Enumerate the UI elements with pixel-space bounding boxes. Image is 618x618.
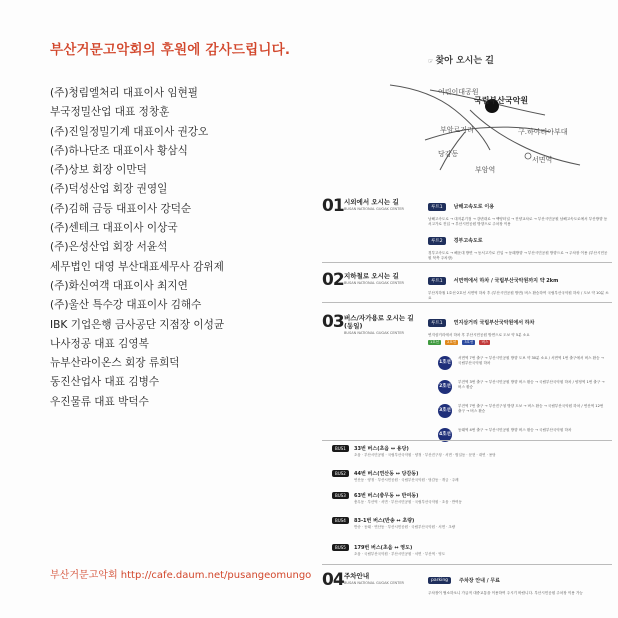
bus-stops: 연산동 · 양정 · 부산시민공원 · 국립부산국악원 · 당감동 · 개금 · 주례: [354, 478, 459, 482]
sponsor-item: (주)울산 특수강 대표이사 김해수: [50, 299, 202, 312]
sponsor-item: (주)하나단조 대표이사 황삼식: [50, 144, 188, 157]
sponsor-item: 나사정공 대표 김영복: [50, 337, 149, 350]
route-block: [428, 312, 610, 345]
sponsor-item: (주)화신여객 대표이사 최지연: [50, 279, 188, 292]
route-title: 연지삼거리 국립부산국악원에서 하차: [453, 320, 535, 326]
map-label: 국립부산국악원: [474, 96, 529, 105]
sponsor-item: (주)진일정밀기계 대표이사 권강오: [50, 125, 209, 138]
map-title: ☞ 찾아 오시는 길: [428, 56, 494, 66]
line-circle-icon: 2호선: [438, 380, 452, 394]
line-directions: 부전역 7번 출구 → 부산진구청 방향 도보 → 버스 환승 → 국립부산국악원 하차 / 연산역 12번 출구 → 버스 환승: [458, 404, 604, 413]
route-block: [428, 230, 610, 261]
map-label: 어린이대공원: [438, 88, 479, 96]
section-subtitle: BUSAN NATIONAL GUGAK CENTER: [344, 281, 404, 285]
section-number: 04: [322, 570, 344, 590]
sponsor-item: (주)센테크 대표이사 이상국: [50, 222, 178, 235]
divider: [322, 440, 612, 441]
line-badge: 2호선: [447, 340, 457, 345]
line-circle-icon: 3호선: [438, 404, 452, 418]
route-text: 부산지하철 1호선·2호선 서면역 하차 후 (부산시민공원 방면) 버스 환승하여 국립부산국악원 하차 / 도보 약 10분 소요: [428, 291, 609, 301]
section-title: 버스/자가용로 오시는 길 (동일): [344, 314, 414, 330]
line-directions: 부전역 3번 출구 → 부산시민공원 방향 버스 환승 → 국립부산국악원 하차 / 양정역 1번 출구 → 버스 환승: [458, 380, 605, 389]
map-pin-icon: ☞: [428, 58, 436, 65]
section-title: 시외에서 오시는 길: [344, 198, 399, 206]
sponsor-panel: [50, 38, 300, 412]
bus-stops: 초읍 · 부산시민공원 · 국립부산국악원 · 양정 · 부산진구청 · 서면 · 범일동 · 문현 · 대연 · 용당: [354, 453, 496, 457]
route-text: 남해고속도로 → 대저분기점 → 강변대로 → 백양터널 → 진양교차로 → 부산시민공원 남해고속도로에서 부산방향 동서고가로 진입 → 부산시민공원 방향으로 주차장 이용: [428, 217, 608, 227]
thanks-heading: 부산거문고악회의 후원에 감사드립니다.: [50, 42, 291, 58]
line-badge: 버스: [481, 340, 489, 345]
route-title: 서면역에서 하차 / 국립부산국악원까지 약 2km: [453, 278, 559, 284]
sponsor-item: 우진물류 대표 박덕수: [50, 395, 149, 408]
line-badge: 3호선: [464, 340, 474, 345]
bus-tag: BUS3: [332, 492, 349, 499]
bus-title: 179번 버스(초읍 ↔ 영도): [354, 545, 413, 551]
route-block: [428, 196, 610, 227]
section-number: 03: [322, 312, 344, 332]
map-label: 당감동: [438, 150, 459, 158]
route-tag: 루트1: [428, 319, 446, 327]
bus-stops: 초읍 · 국립부산국악원 · 부산시민공원 · 서면 · 부산역 · 영도: [354, 552, 446, 556]
route-text: 경부고속도로 → 해운대 방면 → 동서고가로 진입 → 동래방향 → 부산시민공원 방향으로 → 주차장 이용 (부산시민공원 북측 주차장): [428, 251, 608, 261]
bus-title: 83-1번 버스(반송 ↔ 초량): [354, 518, 415, 524]
sponsor-list: [50, 84, 300, 412]
bus-tag: BUS1: [332, 445, 349, 452]
bus-tag: BUS2: [332, 470, 349, 477]
section-title: 지하철로 오시는 길: [344, 272, 399, 280]
station-marker: [525, 153, 531, 159]
parking-tag: parking: [428, 577, 451, 584]
divider: [322, 302, 612, 303]
sponsor-item: IBK 기업은행 금사공단 지점장 이성균: [50, 318, 225, 331]
parking-text: 주차장이 협소하오니 가급적 대중교통을 이용하여 주시기 바랍니다. 부산시민공원 주차장 이용 가능: [428, 591, 583, 595]
map-label: 부암역: [475, 166, 496, 174]
section-title: 주차안내: [344, 572, 370, 580]
bus-stops: 충무동 · 부산역 · 서면 · 부산시민공원 · 국립부산국악원 · 초읍 · 반여동: [354, 500, 462, 504]
sponsor-item: (주)김해 금등 대표이사 강덕순: [50, 202, 192, 215]
bus-tag: BUS4: [332, 517, 349, 524]
section-subtitle: BUSAN NATIONAL GUGAK CENTER: [344, 331, 404, 335]
map-label: 구.하야리아부대: [518, 128, 568, 136]
bus-stops: 반송 · 동래 · 연산동 · 부산시민공원 · 국립부산국악원 · 서면 · 초량: [354, 525, 456, 529]
route-tag: 루트2: [428, 237, 446, 245]
bus-title: 44번 버스(연산동 ↔ 당감동): [354, 471, 419, 477]
map-label: 부암로거리: [440, 126, 474, 134]
route-tag: 루트1: [428, 203, 446, 211]
location-map: [370, 70, 600, 180]
line-badge: 1호선: [430, 340, 439, 345]
sponsor-item: (주)은성산업 회장 서윤석: [50, 241, 168, 254]
sponsor-item: (주)상보 회장 이만덕: [50, 164, 147, 177]
line-directions: 서면역 7번 출구 → 부산시민공원 방향 도보 약 30분 소요 / 서면역 1번 출구에서 버스 환승 → 국립부산국악원 하차: [458, 356, 604, 365]
sponsor-item: 부국정밀산업 대표 정창훈: [50, 106, 170, 119]
section-subtitle: BUSAN NATIONAL GUGAK CENTER: [344, 581, 404, 585]
line-badges: [428, 340, 610, 345]
route-block: [428, 270, 610, 301]
route-tag: 루트1: [428, 277, 446, 285]
website-footer: 부산거문고악회 http://cafe.daum.net/pusangeomungo: [50, 570, 312, 581]
map-label: 서면역: [532, 156, 553, 164]
bus-tag: BUS5: [332, 544, 349, 551]
line-circle-icon: 4호선: [438, 428, 452, 442]
section-number: 02: [322, 270, 344, 290]
route-text: 연지삼거리에서 하차 후 부산시민공원 방면으로 도보 약 5분 소요: [428, 333, 530, 337]
line-circle-icon: 1호선: [438, 356, 452, 370]
sponsor-item: 뉴부산라이온스 회장 류희덕: [50, 357, 180, 370]
route-title: 경부고속도로: [453, 238, 483, 244]
parking-title: 주차장 안내 / 무료: [459, 578, 500, 584]
divider: [322, 262, 612, 263]
sponsor-item: (주)청림엘처리 대표이사 임현필: [50, 87, 199, 99]
sponsor-item: 동진산업사 대표 김병수: [50, 376, 160, 389]
divider: [322, 564, 612, 565]
directions-panel: [322, 0, 612, 618]
sponsor-item: (주)덕성산업 회장 권영일: [50, 183, 168, 196]
route-title: 남해고속도로 이용: [453, 204, 495, 210]
line-directions: 동래역 4번 출구 → 부산시민공원 방향 버스 환승 → 국립부산국악원 하차: [458, 428, 572, 432]
bus-title: 63번 버스(충무동 ↔ 반여동): [354, 493, 419, 499]
parking-block: [428, 570, 610, 596]
sponsor-item: 세무법인 대영 부산대표세무사 감위제: [50, 260, 224, 273]
section-subtitle: BUSAN NATIONAL GUGAK CENTER: [344, 207, 404, 211]
bus-title: 33번 버스(초읍 ↔ 용당): [354, 446, 409, 452]
section-number: 01: [322, 196, 344, 216]
